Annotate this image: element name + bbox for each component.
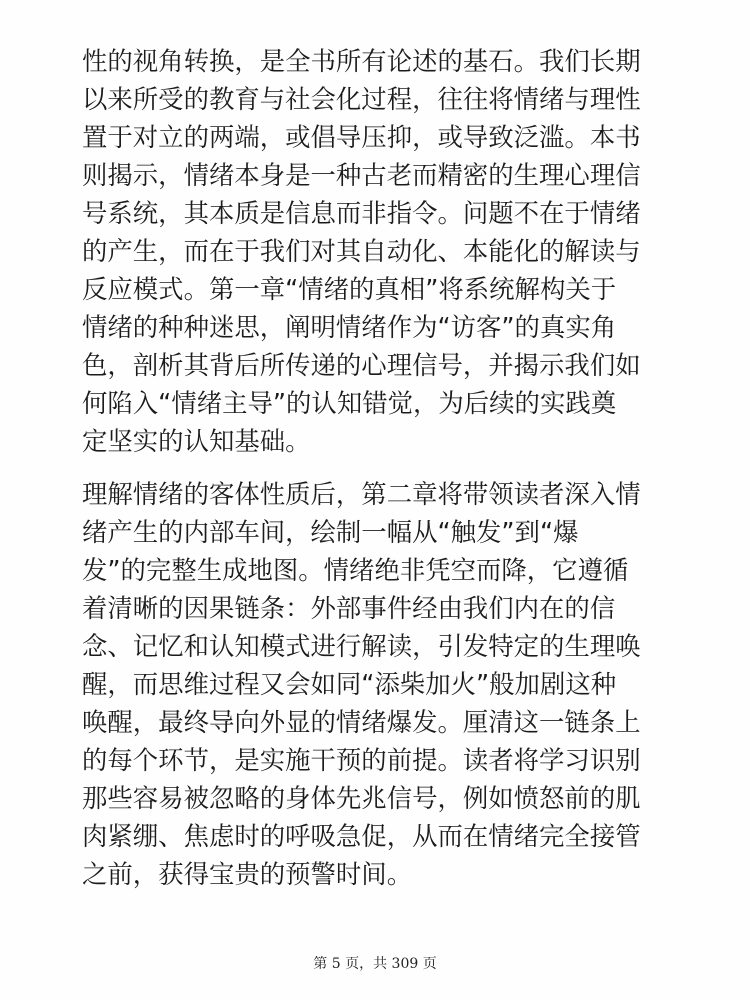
text-line: 着清晰的因果链条：外部事件经由我们内在的信 (82, 593, 616, 623)
text-line: 的产生，而在于我们对其自动化、本能化的解读与 (82, 236, 641, 266)
text-line: 理解情绪的客体性质后，第二章将带领读者深入情 (82, 479, 641, 509)
text-line: 情绪的种种迷思，阐明情绪作为“访客”的真实角 (82, 312, 617, 342)
page-number-footer: 第 5 页，共 309 页 (313, 956, 437, 972)
text-line: 唤醒，最终导向外显的情绪爆发。厘清这一链条上 (82, 707, 641, 737)
paragraph-gap (82, 460, 682, 475)
text-line: 以来所受的教育与社会化过程，往往将情绪与理性 (82, 84, 641, 114)
body-text (82, 42, 682, 893)
text-line: 号系统，其本质是信息而非指令。问题不在于情绪 (82, 198, 641, 228)
text-line: 发”的完整生成地图。情绪绝非凭空而降，它遵循 (82, 555, 629, 585)
text-line: 性的视角转换，是全书所有论述的基石。我们长期 (82, 46, 641, 76)
text-line: 绪产生的内部车间，绘制一幅从“触发”到“爆 (82, 517, 579, 547)
text-line: 则揭示，情绪本身是一种古老而精密的生理心理信 (82, 160, 641, 190)
text-line: 念、记忆和认知模式进行解读，引发特定的生理唤 (82, 631, 641, 661)
text-line: 反应模式。第一章“情绪的真相”将系统解构关于 (82, 274, 617, 304)
text-line: 之前，获得宝贵的预警时间。 (82, 859, 413, 889)
text-line: 何陷入“情绪主导”的认知错觉，为后续的实践奠 (82, 388, 617, 418)
text-line: 的每个环节，是实施干预的前提。读者将学习识别 (82, 745, 641, 775)
paragraph-1 (82, 42, 682, 460)
paragraph-2 (82, 475, 682, 893)
text-line: 醒，而思维过程又会如同“添柴加火”般加剧这种 (82, 669, 617, 699)
text-line: 色，剖析其背后所传递的心理信号，并揭示我们如 (82, 350, 641, 380)
text-line: 定坚实的认知基础。 (82, 426, 311, 456)
text-line: 肉紧绷、焦虑时的呼吸急促，从而在情绪完全接管 (82, 821, 641, 851)
text-line: 置于对立的两端，或倡导压抑，或导致泛滥。本书 (82, 122, 641, 152)
text-line: 那些容易被忽略的身体先兆信号，例如愤怒前的肌 (82, 783, 641, 813)
